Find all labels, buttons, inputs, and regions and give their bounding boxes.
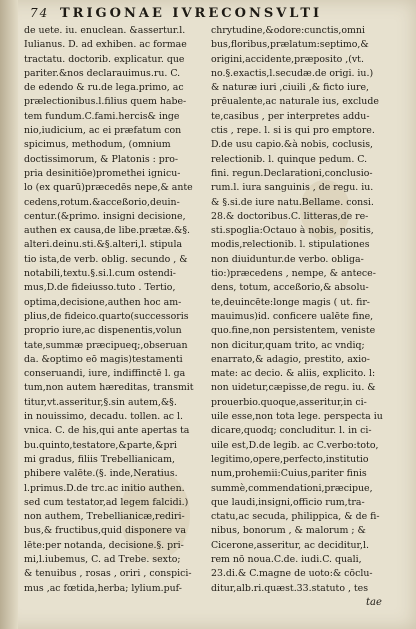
text-line: de uete. iu. enuclean. &assertur.l. <box>24 25 186 36</box>
text-line: & §.si.de iure natu.Bellame. consi. <box>211 196 374 208</box>
text-line: tem fundum.C.fami.hercis& inge <box>24 110 180 122</box>
text-line: nibus, bonorum , & malorum ; & <box>211 525 366 537</box>
text-line: authen ex causa,de libe.prætæ.&§. <box>24 225 190 237</box>
text-line: titur,vt.asseritur,§.sin autem,&§. <box>24 396 177 408</box>
text-line: legitimo,opere,perfecto,institutio <box>211 453 369 465</box>
text-line: modis,relectionib. l. stipulationes <box>211 239 370 251</box>
text-line: enarrato,& adagio, prestito, axio- <box>211 353 370 365</box>
text-line: pria desinitiōe)promethei ignicu- <box>24 167 181 179</box>
right-text-column <box>211 24 391 596</box>
text-line: relectionib. l. quinque pedum. C. <box>211 153 368 165</box>
text-line: sti.spoglia:Octauo à nobis, positis, <box>211 225 374 237</box>
text-line: mus,D.de fideiusso.tuto . Tertio, <box>24 282 176 294</box>
text-line: 28.& doctoribus.C. litteras,de re- <box>211 210 369 222</box>
left-text-column <box>24 24 200 596</box>
text-line: in nouissimo, decadu. tollen. ac l. <box>24 411 183 423</box>
text-line: doctissimorum, & Platonis : pro- <box>24 153 179 165</box>
running-header <box>30 6 390 24</box>
text-line: mate: ac decio. & aliis, explicito. l: <box>211 368 376 380</box>
text-line: non uidetur,cæpisse,de regu. iu. & <box>211 382 376 394</box>
text-line: & tenuibus , rosas , oriri , conspici- <box>24 568 192 580</box>
text-line: chrytudine,&odore:cunctis,omni <box>211 25 365 36</box>
text-line: tio ista,de verb. oblig. secundo , & <box>24 253 188 265</box>
page-gutter <box>0 0 18 629</box>
text-line: uile esse,non tota lege. perspecta iu <box>211 411 383 423</box>
text-line: mus ,ac fœtida,herba; lylium.puf- <box>24 582 182 594</box>
text-line: centur.(&primo. insigni decisione, <box>24 210 186 222</box>
text-line: tum,non autem hæreditas, transmit <box>24 382 194 394</box>
text-line: bu.quinto,testatore,&parte,&pri <box>24 439 177 451</box>
text-line: prælectionibus.l.filius quem habe- <box>24 96 187 108</box>
text-line: no.§.exactis,l.secudæ.de origi. iu.) <box>211 67 374 79</box>
text-line: notabili,textu.§.si.l.cum ostendi- <box>24 268 176 280</box>
text-line: mi,l.iubemus, C. ad Trebe. sexto; <box>24 553 181 565</box>
text-line: phibere valēte.(§. inde,Neratius. <box>24 468 178 480</box>
text-line: nio,iudicium, ac ei præfatum con <box>24 125 182 137</box>
text-line: D.de usu capio.&à nobis, coclusis, <box>211 139 374 151</box>
text-line: optima,decisione,authen hoc am- <box>24 296 182 308</box>
text-line: l.primus.D.de trc.ac initio authen. <box>24 482 185 494</box>
text-line: de edendo & ru.de lega.primo, ac <box>24 82 184 94</box>
text-line: non authem, Trebellianicæ,rediri- <box>24 511 185 523</box>
text-line: tate,summæ præcipueq;,obseruan <box>24 339 188 351</box>
text-line: quo.fine,non persistentem, veniste <box>211 325 376 337</box>
text-line: lēte:per notanda, decisione.§. pri- <box>24 539 184 551</box>
text-line: bus,& fructibus,quid disponere va <box>24 525 186 537</box>
text-line: non diuiduntur.de verbo. obliga- <box>211 253 364 265</box>
text-line: proprio iure,ac dispenentis,volun <box>24 325 182 337</box>
text-line: ditur,alb.ri.quæst.33.statuto , tes <box>211 582 369 594</box>
text-line: spicimus, methodum, (omnium <box>24 139 171 151</box>
text-line: ctatu,ac secuda, philippica, & de fi- <box>211 511 380 523</box>
text-line: bus,floribus,prælatum:septimo,& <box>211 39 369 51</box>
text-line: Iulianus. D. ad exhiben. ac formae <box>24 39 187 51</box>
text-line: origini,accidente,præposito ,(vt. <box>211 53 364 65</box>
text-line: plius,de fideico.quarto(successoris <box>24 310 189 322</box>
text-line: pariter.&nos declarauimus.ru. C. <box>24 67 181 79</box>
text-line: cedens,rotum.&acceßorio,deuin- <box>24 196 180 208</box>
text-line: Cicerone,asseritur, ac deciditur,l. <box>211 539 369 551</box>
text-line: tractatu. doctorib. explicatur. que <box>24 53 185 65</box>
text-line: da. &optimo eō magis)testamenti <box>24 353 183 365</box>
text-line: summè,commendationi,præcipue, <box>211 482 373 494</box>
text-line: dicare,quodq; concluditur. l. in ci- <box>211 425 372 437</box>
page-number: 74 <box>30 6 50 20</box>
text-line: tio:)præcedens , nempe, & antece- <box>211 268 376 280</box>
running-title: TRIGONAE IVRECONSVLTI <box>60 6 323 21</box>
catchword: tae <box>366 597 382 608</box>
text-line: fini. regun.Declarationi,conclusio- <box>211 167 373 179</box>
text-line: mauimus)id. conficere ualēte fine, <box>211 310 374 322</box>
text-line: que laudi,insigni,officio rum,tra- <box>211 496 365 508</box>
text-line: te,deuincēte:longe magis ( ut. fir- <box>211 296 370 308</box>
text-line: prouerbio.quoque,asseritur,in ci- <box>211 396 367 408</box>
text-line: alteri.deinu.sti.&§.alteri,l. stipula <box>24 239 183 251</box>
text-line: vnica. C. de his,qui ante apertas ta <box>24 425 190 437</box>
text-line: prēualente,ac naturale ius, exclude <box>211 96 379 108</box>
text-line: non dicitur,quam trito, ac vndiq; <box>211 339 365 351</box>
text-line: num,prohemii:Cuius,pariter finis <box>211 468 367 480</box>
text-line: sed cum testator,ad legem falcidi.) <box>24 496 189 508</box>
text-line: uile est,D.de legib. ac C.verbo:toto, <box>211 439 379 451</box>
text-line: mi gradus, filiis Trebellianicam, <box>24 453 175 465</box>
text-line: dens, totum, acceßorio,& absolu- <box>211 282 369 294</box>
text-line: 23.di.& C.magne de uoto:& cōclu- <box>211 568 373 580</box>
text-line: te,casibus , per interpretes addu- <box>211 110 370 122</box>
text-line: rum.l. iura sanguinis , de regu. iu. <box>211 182 374 194</box>
text-line: rem nō noua.C.de. iudi.C. quali, <box>211 553 362 565</box>
text-line: conseruandi, iure, indiffinctē l. ga <box>24 368 186 380</box>
text-line: ctis , repe. l. si is qui pro emptore. <box>211 125 375 137</box>
text-line: lo (ex quarū)præcedēs nepe,& ante <box>24 182 193 194</box>
text-line: & naturæ iuri ,ciuili ,& ficto iure, <box>211 82 370 94</box>
